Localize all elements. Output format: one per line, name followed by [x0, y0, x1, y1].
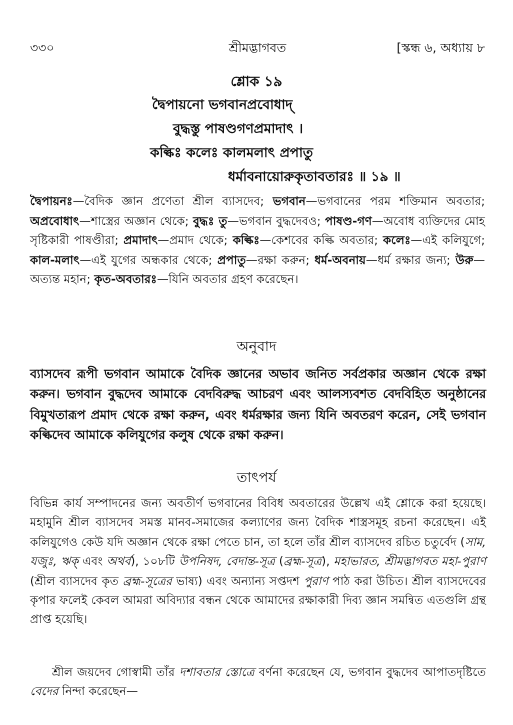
purport-paragraph-1 [30, 494, 486, 630]
running-header [30, 40, 485, 58]
section-reference: [স্কন্ধ ৬, অধ্যায় ৮ [396, 40, 485, 55]
synonym-meaning: —ভগবানের পরম শক্তিমান অবতার; [305, 194, 485, 208]
purport-text: (শ্রীল ব্যাসদেব কৃত [30, 573, 123, 588]
synonym-meaning: —যিনি অবতার গ্রহণ করেছেন। [156, 272, 299, 287]
synonym-word: প্রপাতু [217, 252, 246, 267]
synonym-meaning: —কেশবের কল্কি অবতার; [259, 233, 384, 248]
synonym-meaning: —অত্যন্ত মহান; [30, 252, 485, 287]
purport-paragraph-2 [30, 663, 486, 702]
purport-italic: ব্রহ্ম-সূত্র [283, 554, 322, 569]
synonyms-paragraph [30, 192, 485, 290]
purport-italic: বেদের [30, 684, 59, 699]
purport-italic: অথর্ব [106, 554, 131, 569]
purport-italic: সাম, যজুঃ, ঋক্ [30, 534, 486, 569]
synonym-word: অপ্রবোধাৎ [30, 213, 80, 228]
page-number: ৩৩০ [30, 40, 55, 55]
verse-line: বুদ্ধস্তু পাষণ্ডগণপ্রমাদাৎ । [173, 121, 304, 137]
purport-italic: ব্রহ্ম-সূত্রের [122, 573, 172, 588]
synonym-meaning: —অবোধ ব্যক্তিদের মোহ সৃষ্টিকারী পাষণ্ডীরা; [30, 213, 485, 248]
book-title: শ্রীমদ্ভাগবত [228, 40, 287, 55]
verse-line: কল্কিঃ কলেঃ কালমলাৎ প্রপাতু [150, 145, 314, 161]
translation-text: ব্যাসদেব রূপী ভগবান আমাকে বৈদিক জ্ঞানের অভাব জনিত সর্বপ্রকার অজ্ঞান থেকে রক্ষা করুন। ভগবান বুদ্ধদেব আমাকে বেদবিরুদ্ধ আচরণ এবং আলস্যবশত বেদবিহিত অনুষ্ঠানের বিমুখতারূপ প্রমাদ থেকে রক্ষা করুন, এবং ধর্মরক্ষার জন্য যিনি অবতরণ করেন, সেই ভগবান কল্কিদেব আমাকে কলিযুগের কলুষ থেকে রক্ষা করুন। [30, 367, 486, 443]
synonym-word: কলেঃ [383, 233, 411, 248]
purport-text: ( [275, 554, 284, 569]
synonym-word: দ্বৈপায়নঃ [30, 194, 73, 208]
purport-text: পাঠ করা উচিত। শ্রীল ব্যাসদেবের কৃপার ফলেই কেবল আমরা অবিদ্যার বন্ধন থেকে আমাদের রক্ষাকারী দিব্য জ্ঞান সমন্বিত এতগুলি গ্রন্থ প্রাপ্ত হয়েছি। [30, 573, 486, 627]
synonym-meaning: —শাস্ত্রের অজ্ঞান থেকে; [79, 213, 193, 228]
synonym-meaning: —রক্ষা করুন; [245, 252, 315, 267]
purport-text: ), [321, 554, 334, 569]
verse-line: ধর্মাবনায়োরুকৃতাবতারঃ ॥ ১৯ ॥ [228, 169, 401, 185]
purport-text: ), ১০৮টি [130, 554, 179, 569]
translation-heading: অনুবাদ [236, 339, 277, 355]
synonym-meaning: —ধর্ম রক্ষার জন্য; [365, 252, 456, 267]
synonym-word: ভগবান [272, 194, 306, 208]
purport-text: এবং [78, 554, 107, 569]
synonym-word: প্রমাদাৎ [123, 233, 158, 248]
verse-heading: শ্লোক ১৯ [230, 74, 283, 90]
purport-text: বর্ণনা করেছেন যে, ভগবান বুদ্ধদেব আপাতদৃষ্টিতে [254, 665, 486, 679]
purport-text: ভাষ্য) এবং অন্যান্য সপ্তদশ [171, 573, 304, 588]
purport-italic: উপনিষদ, বেদান্ত-সূত্র [178, 554, 276, 569]
synonym-word: পাষণ্ড-গণ [324, 213, 372, 228]
verse-line: দ্বৈপায়নো ভগবানপ্রবোধাদ্ [152, 97, 293, 113]
synonym-word: বুদ্ধঃ তু [192, 213, 228, 228]
purport-italic: পুরাণ [303, 573, 329, 588]
synonym-word: কল্কিঃ [232, 233, 260, 248]
synonym-word: কাল-মলাৎ [30, 252, 80, 267]
purport-italic: দশাবতার স্তোত্রে [179, 665, 255, 679]
synonym-meaning: —এই যুগের অন্ধকার থেকে; [79, 252, 218, 267]
purport-italic: মহাভারত, শ্রীমদ্ভাগবত মহা-পুরাণ [333, 554, 486, 569]
synonym-meaning: —প্রমাদ থেকে; [157, 233, 233, 248]
synonym-meaning: —এই কলিযুগে; [410, 233, 485, 248]
synonym-word: কৃত-অবতারঃ [94, 272, 157, 287]
purport-text: নিন্দা করেছেন— [58, 684, 138, 699]
purport-heading: তাৎপর্য [236, 470, 277, 486]
synonym-word: ধর্ম-অবনায় [314, 252, 366, 267]
purport-text: বিভিন্ন কার্য সম্পাদনের জন্য অবতীর্ণ ভগবানের বিবিধ অবতারের উল্লেখ এই শ্লোকে করা হয়েছে। মহামুনি শ্রীল ব্যাসদেব সমস্ত মানব-সমাজের কল্যাণের জন্য বৈদিক শাস্ত্রসমূহ রচনা করেছেন। এই কলিযুগেও কেউ যদি অজ্ঞান থেকে রক্ষা পেতে চান, তা হলে তাঁর শ্রীল ব্যাসদেব রচিত চতুর্বেদ ( [30, 496, 486, 549]
synonym-meaning: —ভগবান বুদ্ধদেবও; [227, 213, 325, 228]
synonym-meaning: —বৈদিক জ্ঞান প্রণেতা শ্রীল ব্যাসদেব; [72, 194, 273, 208]
purport-text: শ্রীল জয়দেব গোস্বামী তাঁর [52, 665, 180, 679]
synonym-word: উরু [455, 252, 474, 267]
